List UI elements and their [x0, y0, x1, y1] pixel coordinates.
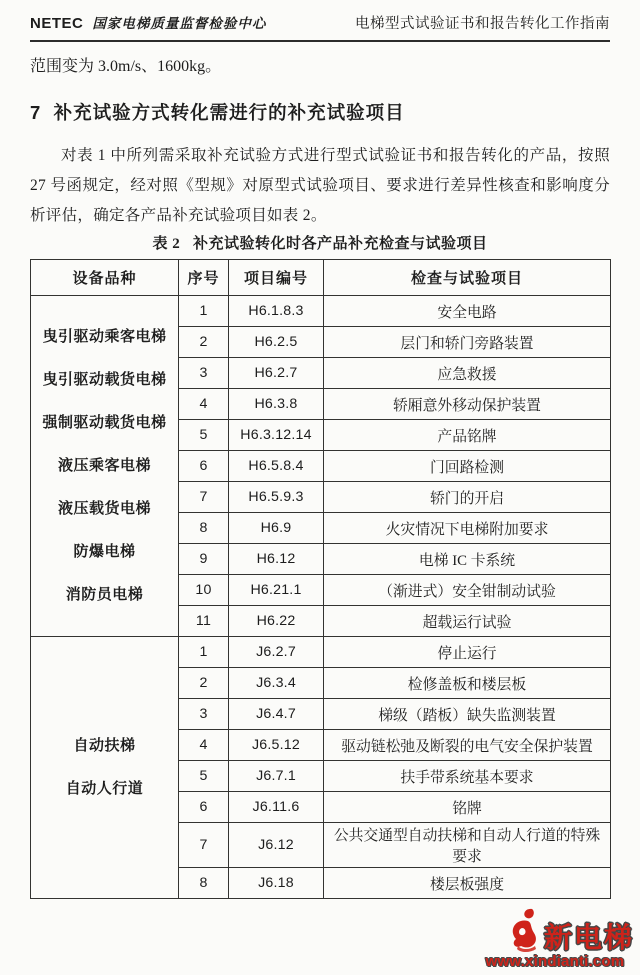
item-code-cell: J6.2.7: [229, 637, 324, 668]
test-item-cell: 楼层板强度: [324, 868, 611, 899]
document-title: 电梯型式试验证书和报告转化工作指南: [355, 16, 610, 32]
row-number-cell: 9: [179, 544, 229, 575]
table-row: [31, 637, 611, 668]
item-code-cell: H6.12: [229, 544, 324, 575]
equipment-type: 自动扶梯: [73, 737, 136, 754]
test-item-cell: 产品铭牌: [324, 420, 611, 451]
equipment-type: 消防员电梯: [65, 586, 144, 603]
row-number-cell: 5: [179, 420, 229, 451]
row-number-cell: 5: [179, 761, 229, 792]
item-code-cell: J6.5.12: [229, 730, 324, 761]
equipment-type: 曳引驱动乘客电梯: [42, 328, 167, 345]
test-item-cell: 驱动链松弛及断裂的电气安全保护装置: [324, 730, 611, 761]
supplementary-test-table: [30, 259, 611, 899]
table-row: [31, 296, 611, 327]
row-number-cell: 11: [179, 606, 229, 637]
row-number-cell: 7: [179, 482, 229, 513]
item-code-cell: H6.2.5: [229, 327, 324, 358]
test-item-cell: 检修盖板和楼层板: [324, 668, 611, 699]
item-code-cell: H6.22: [229, 606, 324, 637]
netec-logo: [30, 12, 266, 33]
equipment-type: 强制驱动载货电梯: [42, 414, 167, 431]
row-number-cell: 6: [179, 792, 229, 823]
item-code-cell: J6.4.7: [229, 699, 324, 730]
equipment-category-cell: [31, 296, 179, 637]
test-item-cell: 轿厢意外移动保护装置: [324, 389, 611, 420]
item-code-cell: H6.3.8: [229, 389, 324, 420]
test-item-cell: 层门和轿门旁路装置: [324, 327, 611, 358]
item-code-cell: J6.18: [229, 868, 324, 899]
page-header: [30, 12, 610, 42]
item-code-cell: J6.11.6: [229, 792, 324, 823]
equipment-category-cell: [31, 637, 179, 899]
equipment-type: 液压载货电梯: [57, 500, 151, 517]
body-paragraph: 对表 1 中所列需采取补充试验方式进行型式试验证书和报告转化的产品，按照 27 号函规定，经对照《型规》对原型式试验项目、要求进行差异性核查和影响度分析评估，确定各产品补充试验项目如表 2。: [30, 147, 610, 224]
test-item-cell: 安全电路: [324, 296, 611, 327]
test-item-cell: 火灾情况下电梯附加要求: [324, 513, 611, 544]
equipment-type: 曳引驱动载货电梯: [42, 371, 167, 388]
watermark-url: www.xindianti.com: [485, 953, 625, 970]
watermark-brand-row: [472, 908, 640, 952]
table-caption: 表 2 补充试验转化时各产品补充检查与试验项目: [152, 236, 488, 252]
row-number-cell: 3: [179, 358, 229, 389]
item-code-cell: J6.7.1: [229, 761, 324, 792]
row-number-cell: 3: [179, 699, 229, 730]
section-heading: 7 补充试验方式转化需进行的补充试验项目: [30, 102, 405, 123]
test-item-cell: 铭牌: [324, 792, 611, 823]
column-header: 项目编号: [229, 260, 324, 296]
row-number-cell: 7: [179, 823, 229, 868]
table-header-row: [31, 260, 611, 296]
test-item-cell: 扶手带系统基本要求: [324, 761, 611, 792]
row-number-cell: 4: [179, 389, 229, 420]
intro-line: 范围变为 3.0m/s、1600kg。: [30, 58, 222, 75]
test-item-cell: 应急救援: [324, 358, 611, 389]
equipment-type: 自动人行道: [65, 780, 144, 797]
item-code-cell: H6.1.8.3: [229, 296, 324, 327]
row-number-cell: 8: [179, 513, 229, 544]
test-item-cell: （渐进式）安全钳制动试验: [324, 575, 611, 606]
column-header: 设备品种: [31, 260, 179, 296]
item-code-cell: H6.9: [229, 513, 324, 544]
xindianti-logo-icon: [508, 908, 542, 952]
test-item-cell: 轿门的开启: [324, 482, 611, 513]
test-item-cell: 梯级（踏板）缺失监测装置: [324, 699, 611, 730]
column-header: 序号: [179, 260, 229, 296]
test-item-cell: 停止运行: [324, 637, 611, 668]
row-number-cell: 1: [179, 296, 229, 327]
row-number-cell: 10: [179, 575, 229, 606]
row-number-cell: 2: [179, 327, 229, 358]
row-number-cell: 2: [179, 668, 229, 699]
item-code-cell: H6.5.9.3: [229, 482, 324, 513]
item-code-cell: H6.3.12.14: [229, 420, 324, 451]
item-code-cell: H6.2.7: [229, 358, 324, 389]
item-code-cell: H6.5.8.4: [229, 451, 324, 482]
row-number-cell: 1: [179, 637, 229, 668]
test-item-cell: 公共交通型自动扶梯和自动人行道的特殊要求: [324, 823, 611, 868]
xindianti-watermark: [472, 908, 640, 969]
equipment-type: 防爆电梯: [73, 543, 136, 560]
item-code-cell: J6.3.4: [229, 668, 324, 699]
test-item-cell: 超载运行试验: [324, 606, 611, 637]
item-code-cell: J6.12: [229, 823, 324, 868]
test-item-cell: 电梯 IC 卡系统: [324, 544, 611, 575]
watermark-brand-text: 新电梯: [543, 922, 634, 953]
row-number-cell: 6: [179, 451, 229, 482]
row-number-cell: 4: [179, 730, 229, 761]
equipment-type: 液压乘客电梯: [57, 457, 151, 474]
netec-logo-chinese: 国家电梯质量监督检验中心: [92, 16, 267, 31]
netec-logo-latin: NETEC: [30, 15, 84, 32]
item-code-cell: H6.21.1: [229, 575, 324, 606]
row-number-cell: 8: [179, 868, 229, 899]
column-header: 检查与试验项目: [324, 260, 611, 296]
test-item-cell: 门回路检测: [324, 451, 611, 482]
